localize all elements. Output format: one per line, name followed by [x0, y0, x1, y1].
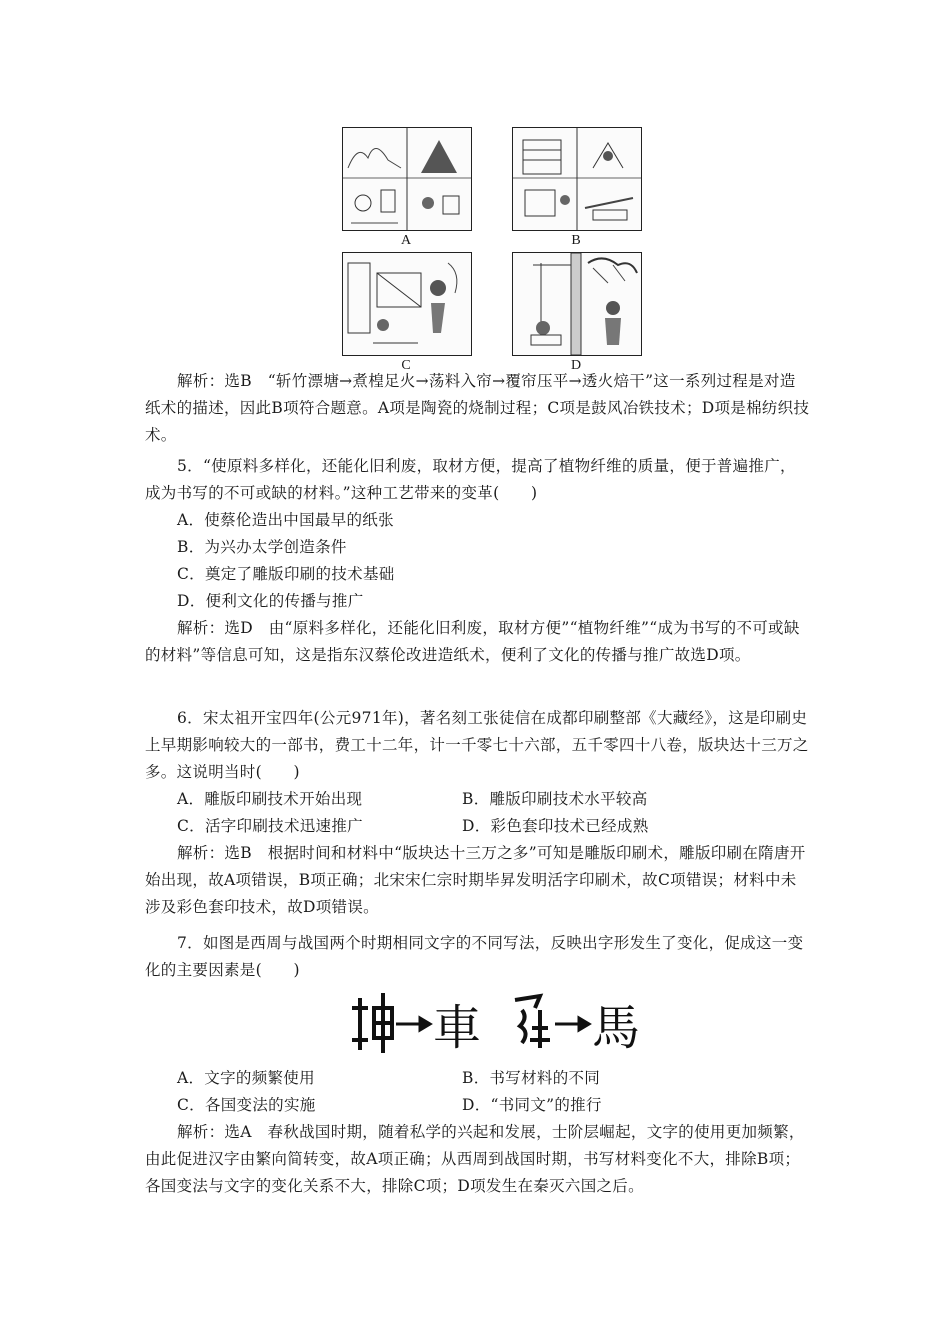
question-6: [145, 705, 810, 921]
q5-stem: 5．“使原料多样化，还能化旧利废，取材方便，提高了植物纤维的质量，便于普遍推广，成为书写的不可或缺的材料。”这种工艺带来的变革( ): [145, 457, 796, 502]
question-7-stem-block: [145, 930, 810, 984]
q5-analysis: 解析：选D 由“原料多样化，还能化旧利废，取材方便”“植物纤维”“成为书写的不可或缺的材料”等信息可知，这是指东汉蔡伦改进造纸术，便利了文化的传播与推广故选D项。: [145, 619, 800, 664]
question-5: [145, 453, 810, 669]
ancient-che-glyph: [352, 993, 392, 1053]
q7-option-b: B．书写材料的不同: [462, 1069, 601, 1087]
q4-analysis: 解析：选B “斩竹漂塘→煮楻足火→荡料入帘→覆帘压平→透火焙干”这一系列过程是对造纸术的描述，因此B项符合题意。A项是陶瓷的烧制过程；C项是鼓风冶铁技术；D项是棉纺织技术。: [145, 372, 810, 444]
arrow-icon-2: [555, 1018, 589, 1030]
q7-option-c: C．各国变法的实施: [177, 1096, 316, 1114]
q4-analysis-block: [145, 368, 810, 449]
ancient-ma-glyph: [515, 996, 550, 1048]
illustration-label-b: B: [571, 233, 581, 248]
q6-stem: 6．宋太祖开宝四年(公元971年)，著名刻工张徒信在成都印刷整部《大藏经》，这是印刷史上早期影响较大的一部书，费工十二年，计一千零七十六部，五千零四十八卷，版块达十三万之多。这说明当时( ): [145, 709, 809, 781]
modern-ma-glyph: 馬: [592, 1000, 641, 1056]
illustration-label-a: A: [400, 233, 412, 248]
q7-option-a: A．文字的频繁使用: [177, 1069, 315, 1087]
illustration-a: [342, 127, 472, 231]
character-evolution-figure: [350, 988, 650, 1058]
q6-option-b: B．雕版印刷技术水平较高: [462, 790, 648, 808]
illustration-label-d: D: [570, 358, 582, 373]
q6-option-c: C．活字印刷技术迅速推广: [177, 817, 363, 835]
q6-option-a: A．雕版印刷技术开始出现: [177, 790, 363, 808]
q7-option-d: D．“书同文”的推行: [462, 1096, 602, 1114]
modern-che-glyph: 車: [433, 1000, 482, 1056]
question-7-options: [145, 1065, 810, 1200]
q6-analysis: 解析：选B 根据时间和材料中“版块达十三万之多”可知是雕版印刷术，雕版印刷在隋唐开始出现，故A项错误，B项正确；北宋宋仁宗时期毕昇发明活字印刷术，故C项错误；材料中未涉及彩色套印技术，故D项错误。: [145, 844, 806, 916]
q6-options-row-1: [145, 786, 810, 813]
q7-stem: 7．如图是西周与战国两个时期相同文字的不同写法，反映出字形发生了变化，促成这一变化的主要因素是( ): [145, 934, 804, 979]
q6-options-row-2: [145, 813, 810, 840]
q7-options-row-2: [145, 1092, 810, 1119]
q6-option-d: D．彩色套印技术已经成熟: [462, 817, 649, 835]
q7-analysis: 解析：选A 春秋战国时期，随着私学的兴起和发展，士阶层崛起，文字的使用更加频繁，由此促进汉字由繁向简转变，故A项正确；从西周到战国时期，书写材料变化不大，排除B项；各国变法与文字的变化关系不大，排除C项；D项发生在秦灭六国之后。: [145, 1123, 805, 1195]
illustration-d: [512, 252, 642, 356]
q5-option-c: C．奠定了雕版印刷的技术基础: [177, 565, 395, 583]
q7-options-row-1: [145, 1065, 810, 1092]
illustration-c: [342, 252, 472, 356]
arrow-icon-1: [396, 1018, 430, 1030]
q5-option-a: A．使蔡伦造出中国最早的纸张: [177, 511, 394, 529]
illustration-b: [512, 127, 642, 231]
q5-option-b: B．为兴办太学创造条件: [177, 538, 347, 556]
illustration-label-c: C: [401, 358, 411, 373]
q5-option-d: D．便利文化的传播与推广: [177, 592, 364, 610]
